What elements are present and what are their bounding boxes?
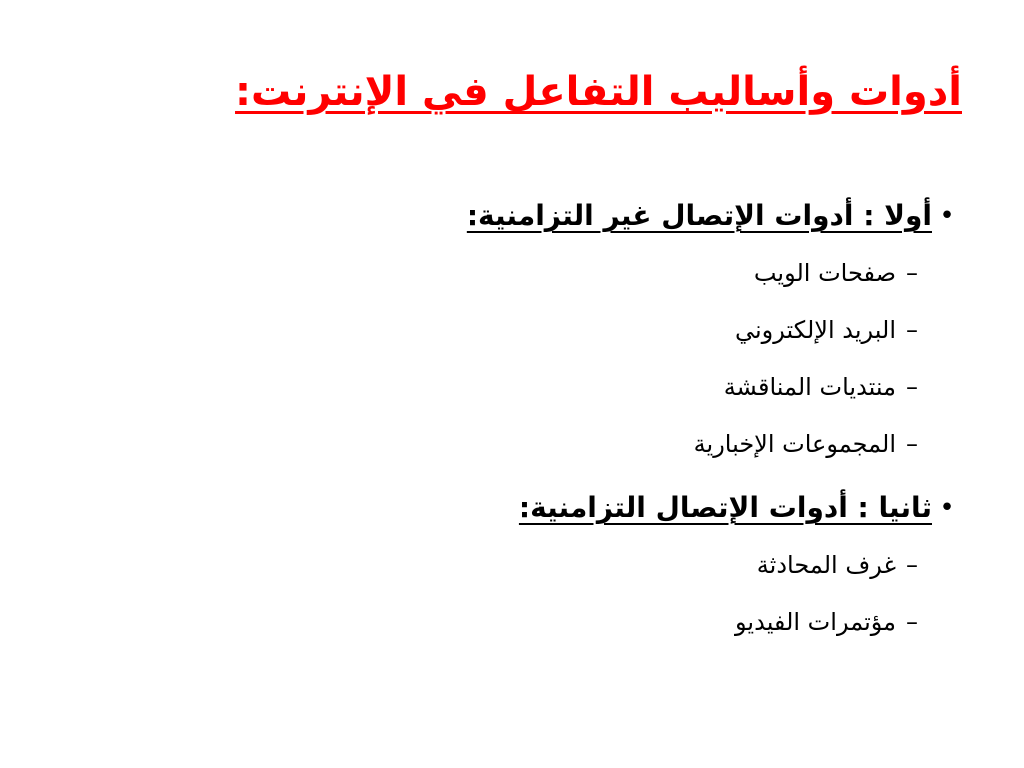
list-item-text: مؤتمرات الفيديو [735, 607, 896, 636]
list-item-text: البريد الإلكتروني [734, 315, 896, 344]
list-item-text: منتديات المناقشة [723, 372, 896, 401]
section-synchronous [62, 480, 962, 650]
list-item [62, 536, 924, 593]
section-heading: أولا : أدوات الإتصال غير التزامنية: [466, 199, 932, 232]
list-item [62, 244, 924, 301]
dash-icon: – [906, 429, 918, 458]
list-item [62, 593, 924, 650]
list-item [62, 358, 924, 415]
sub-list [62, 536, 962, 650]
sub-list [62, 244, 962, 472]
dash-icon: – [906, 607, 918, 636]
list-item [62, 415, 924, 472]
section-heading: ثانيا : أدوات الإتصال التزامنية: [518, 491, 932, 524]
slide-content [62, 188, 962, 650]
dash-icon: – [906, 372, 918, 401]
list-item-text: غرف المحادثة [756, 550, 896, 579]
list-item-text: المجموعات الإخبارية [693, 429, 896, 458]
section-heading-row [62, 188, 962, 244]
section-asynchronous [62, 188, 962, 472]
bullet-icon: • [939, 201, 955, 231]
dash-icon: – [906, 258, 918, 287]
list-item-text: صفحات الويب [753, 258, 896, 287]
section-heading-row [62, 480, 962, 536]
slide-title: أدوات وأساليب التفاعل في الإنترنت: [235, 69, 962, 115]
list-item [62, 301, 924, 358]
bullet-icon: • [939, 493, 955, 523]
dash-icon: – [906, 550, 918, 579]
dash-icon: – [906, 315, 918, 344]
